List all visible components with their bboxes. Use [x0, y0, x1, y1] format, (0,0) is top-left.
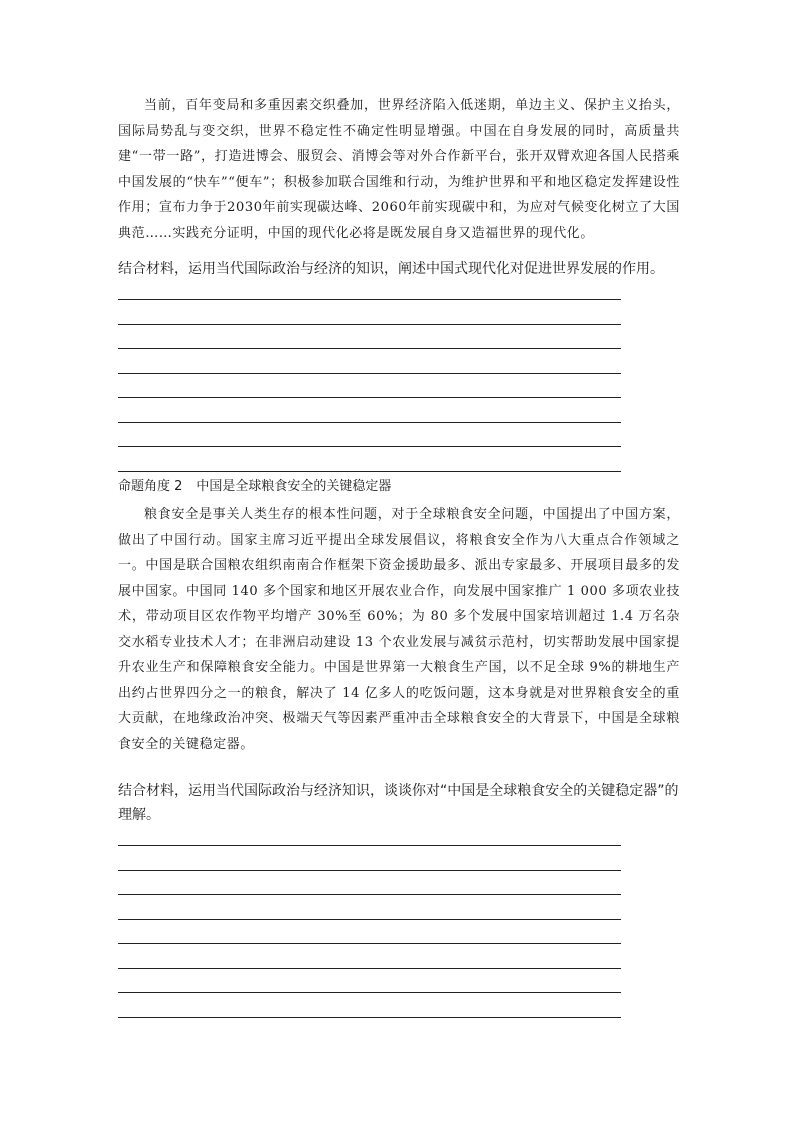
answer-area-2[interactable] [118, 845, 621, 1041]
answer-line[interactable] [118, 968, 621, 969]
answer-line[interactable] [118, 992, 621, 993]
answer-line[interactable] [118, 373, 621, 374]
answer-line[interactable] [118, 446, 621, 447]
answer-line[interactable] [118, 422, 621, 423]
heading-label: 命题角度 2 [118, 479, 183, 494]
question-prompt-1: 结合材料，运用当代国际政治与经济的知识，阐述中国式现代化对促进世界发展的作用。 [118, 261, 664, 277]
answer-line[interactable] [118, 845, 621, 846]
answer-area-1[interactable] [118, 299, 621, 495]
answer-line[interactable] [118, 943, 621, 944]
answer-line[interactable] [118, 471, 621, 472]
heading-title: 中国是全球粮食安全的关键稳定器 [196, 479, 392, 494]
section-heading-2 [118, 477, 391, 497]
answer-line[interactable] [118, 894, 621, 895]
answer-line[interactable] [118, 1017, 621, 1018]
answer-line[interactable] [118, 397, 621, 398]
answer-line[interactable] [118, 299, 621, 300]
answer-line[interactable] [118, 348, 621, 349]
answer-line[interactable] [118, 324, 621, 325]
material-paragraph-1: 当前，百年变局和多重因素交织叠加，世界经济陷入低迷期，单边主义、保护主义抬头，国际局势乱与变交织，世界不稳定性不确定性明显增强。中国在自身发展的同时，高质量共建“一带一路”，打造进博会、服贸会、消博会等对外合作新平台，张开双臂欢迎各国人民搭乘中国发展的“快车”“便车”；积极参加联合国维和行动，为维护世界和平和地区稳定发挥建设性作用；宣布力争于2030年前实现碳达峰、2060年前实现碳中和，为应对气候变化树立了大国典范……实践充分证明，中国的现代化必将是既发展自身又造福世界的现代化。 [118, 98, 680, 241]
question-prompt-2: 结合材料，运用当代国际政治与经济知识，谈谈你对“中国是全球粮食安全的关键稳定器”的理解。 [118, 783, 679, 823]
answer-line[interactable] [118, 870, 621, 871]
material-paragraph-2: 粮食安全是事关人类生存的根本性问题，对于全球粮食安全问题，中国提出了中国方案，做出了中国行动。国家主席习近平提出全球发展倡议，将粮食安全作为八大重点合作领域之一。中国是联合国粮农组织南南合作框架下资金援助最多、派出专家最多、开展项目最多的发展中国家。中国同 140 多个国家和地区开展农业合作，向发展中国家推广 1 000 多项农业技术，带动项目区农作物平均增产 30%至 60%；为 80 多个发展中国家培训超过 1.4 万名杂交水稻专业技术人才；在非洲启动建设 13 个农业发展与减贫示范村，切实帮助发展中国家提升农业生产和保障粮食安全能力。中国是世界第一大粮食生产国，以不足全球 9%的耕地生产出约占世界四分之一的粮食，解决了 14 亿多人的吃饭问题，这本身就是对世界粮食安全的重大贡献，在地缘政治冲突、极端天气等因素严重冲击全球粮食安全的大背景下，中国是全球粮食安全的关键稳定器。 [118, 507, 680, 752]
answer-line[interactable] [118, 919, 621, 920]
